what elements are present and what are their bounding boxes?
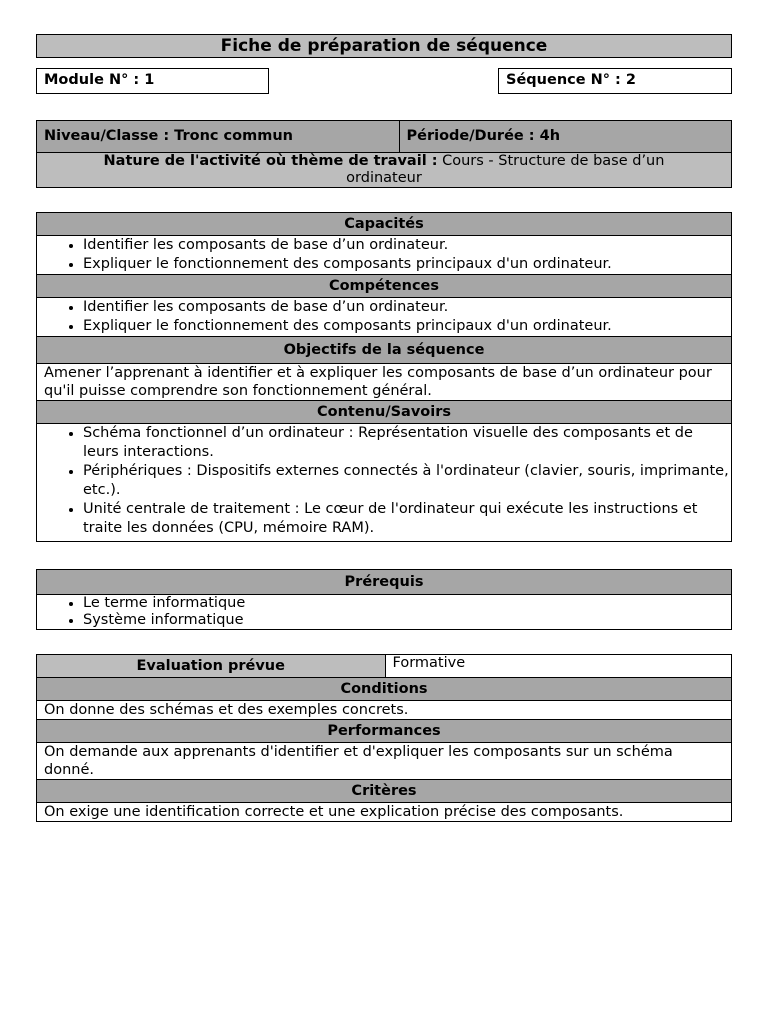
periode-cell: Période/Durée : 4h [399,121,732,153]
performances-header: Performances [37,720,732,743]
objectifs-text: Amener l’apprenant à identifier et à expliquer les composants de base d’un ordinateur pour qu'il puisse comprendre son fonctionnement général. [37,364,732,401]
niveau-cell: Niveau/Classe : Tronc commun [37,121,400,153]
prerequis-table [36,569,732,630]
page-title: Fiche de préparation de séquence [36,34,732,58]
list-item: • Schéma fonctionnel d’un ordinateur : Représentation visuelle des composants et de leurs interactions. [83,424,731,462]
objectives-table [36,212,732,542]
module-number: Module N° : 1 [36,68,269,94]
list-item: • Système informatique [83,612,731,629]
contenu-header: Contenu/Savoirs [37,401,732,424]
sequence-number: Séquence N° : 2 [498,68,732,94]
conditions-text: On donne des schémas et des exemples concrets. [37,701,732,720]
list-item: • Unité centrale de traitement : Le cœur de l'ordinateur qui exécute les instructions et traite les données (CPU, mémoire RAM). [83,500,731,538]
evaluation-table [36,654,732,822]
contenu-list [37,424,731,538]
criteres-header: Critères [37,780,732,803]
list-item: • Identifier les composants de base d’un ordinateur. [83,298,731,317]
nature-cell [37,153,732,188]
capacites-list [37,236,731,274]
performances-text: On demande aux apprenants d'identifier et d'expliquer les composants sur un schéma donné. [37,743,732,780]
objectifs-header: Objectifs de la séquence [37,337,732,364]
competences-header: Compétences [37,275,732,298]
nature-value: Cours - Structure de base d’un ordinateur [346,153,665,186]
list-item: • Expliquer le fonctionnement des composants principaux d'un ordinateur. [83,317,731,336]
criteres-text: On exige une identification correcte et une explication précise des composants. [37,803,732,822]
list-item: • Le terme informatique [83,595,731,612]
list-item: • Périphériques : Dispositifs externes connectés à l'ordinateur (clavier, souris, imprimante, etc.). [83,462,731,500]
nature-label: Nature de l'activité où thème de travail : [103,153,438,169]
info-table [36,120,732,188]
competences-list [37,298,731,336]
list-item: • Identifier les composants de base d’un ordinateur. [83,236,731,255]
prerequis-header: Prérequis [37,570,732,595]
evaluation-value: Formative [385,655,732,678]
list-item: • Expliquer le fonctionnement des composants principaux d'un ordinateur. [83,255,731,274]
conditions-header: Conditions [37,678,732,701]
prerequis-list [37,595,731,629]
evaluation-label: Evaluation prévue [37,655,386,678]
capacites-header: Capacités [37,213,732,236]
